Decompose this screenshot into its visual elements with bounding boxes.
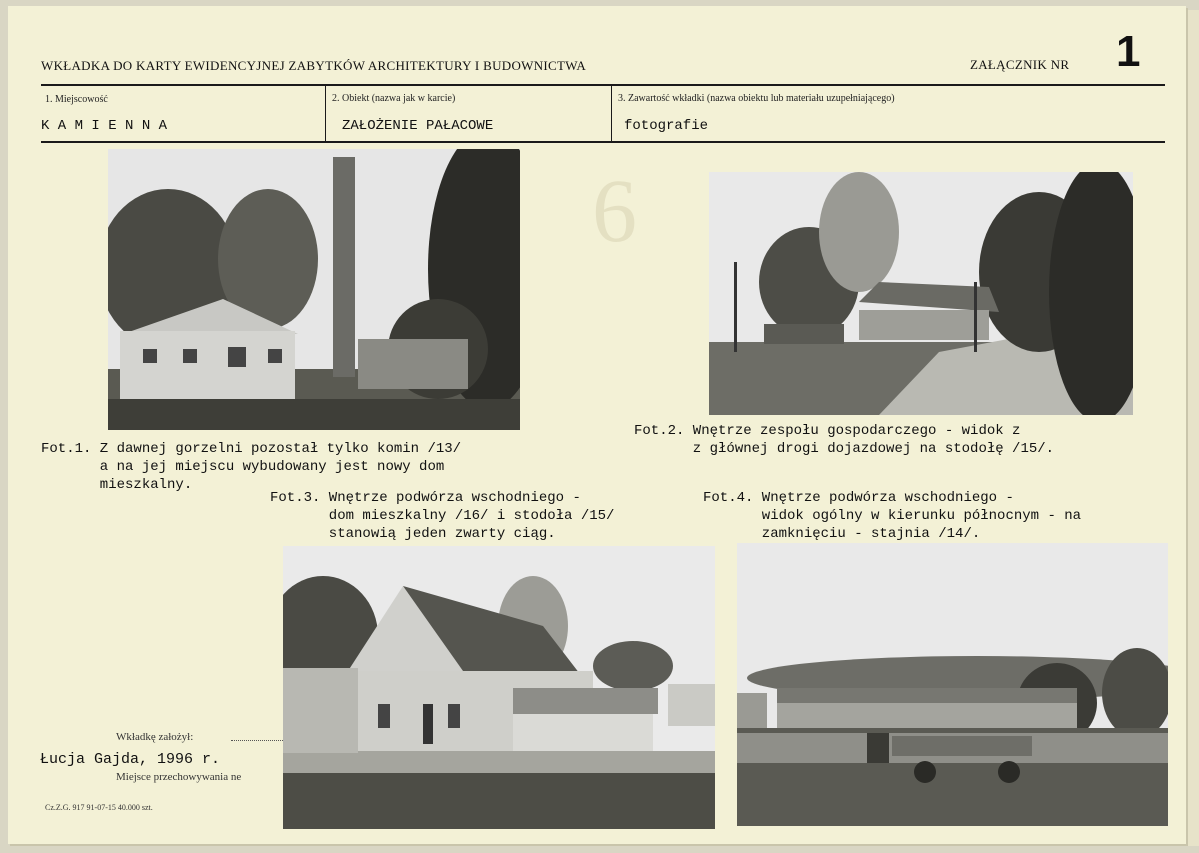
created-by-value: Łucja Gajda, 1996 r. xyxy=(40,751,221,768)
caption-fot-2: Fot.2. Wnętrze zespołu gospodarczego - widok z z głównej drogi dojazdowej na stodołę /15/. xyxy=(634,423,1055,457)
show-through-mark: 6 xyxy=(592,162,637,261)
object-value: ZAŁOŻENIE PAŁACOWE xyxy=(342,118,494,134)
created-by-dotted-line xyxy=(231,740,283,741)
sheet-title: WKŁADKA DO KARTY EWIDENCYJNEJ ZABYTKÓW ARCHITEKTURY I BUDOWNICTWA xyxy=(41,58,587,73)
attachment-number: 1 xyxy=(1116,27,1141,76)
caption-fot-3: Fot.3. Wnętrze podwórza wschodniego - dom mieszkalny /16/ i stodoła /15/ stanowią jeden zwarty ciąg. xyxy=(270,490,615,542)
photo-3 xyxy=(283,546,715,829)
locality-value: K A M I E N N A xyxy=(41,118,168,134)
content-label: 3. Zawartość wkładki (nazwa obiektu lub materiału uzupełniającego) xyxy=(618,93,895,104)
storage-label: Miejsce przechowywania ne xyxy=(116,771,242,783)
print-code: Cz.Z.G. 917 91-07-15 40.000 szt. xyxy=(45,803,153,812)
created-by-label: Wkładkę założył: xyxy=(116,731,194,743)
header-rule-bottom xyxy=(41,141,1165,143)
field-divider-2 xyxy=(611,86,612,141)
photo-1 xyxy=(108,149,520,430)
caption-fot-4: Fot.4. Wnętrze podwórza wschodniego - widok ogólny w kierunku północnym - na zamknięciu - stajnia /14/. xyxy=(703,490,1082,542)
locality-label: 1. Miejscowość xyxy=(45,94,108,105)
content-value: fotografie xyxy=(624,118,709,134)
photo-2 xyxy=(709,172,1133,415)
field-divider-1 xyxy=(325,86,326,141)
photo-4 xyxy=(737,543,1168,826)
caption-fot-1: Fot.1. Z dawnej gorzelni pozostał tylko komin /13/ a na jej miejscu wybudowany jest nowy dom mieszkalny. xyxy=(41,441,462,493)
page-edge xyxy=(1186,10,1199,846)
object-label: 2. Obiekt (nazwa jak w karcie) xyxy=(332,93,456,104)
attachment-label: ZAŁĄCZNIK NR xyxy=(970,57,1070,72)
header-rule-top xyxy=(41,84,1165,86)
